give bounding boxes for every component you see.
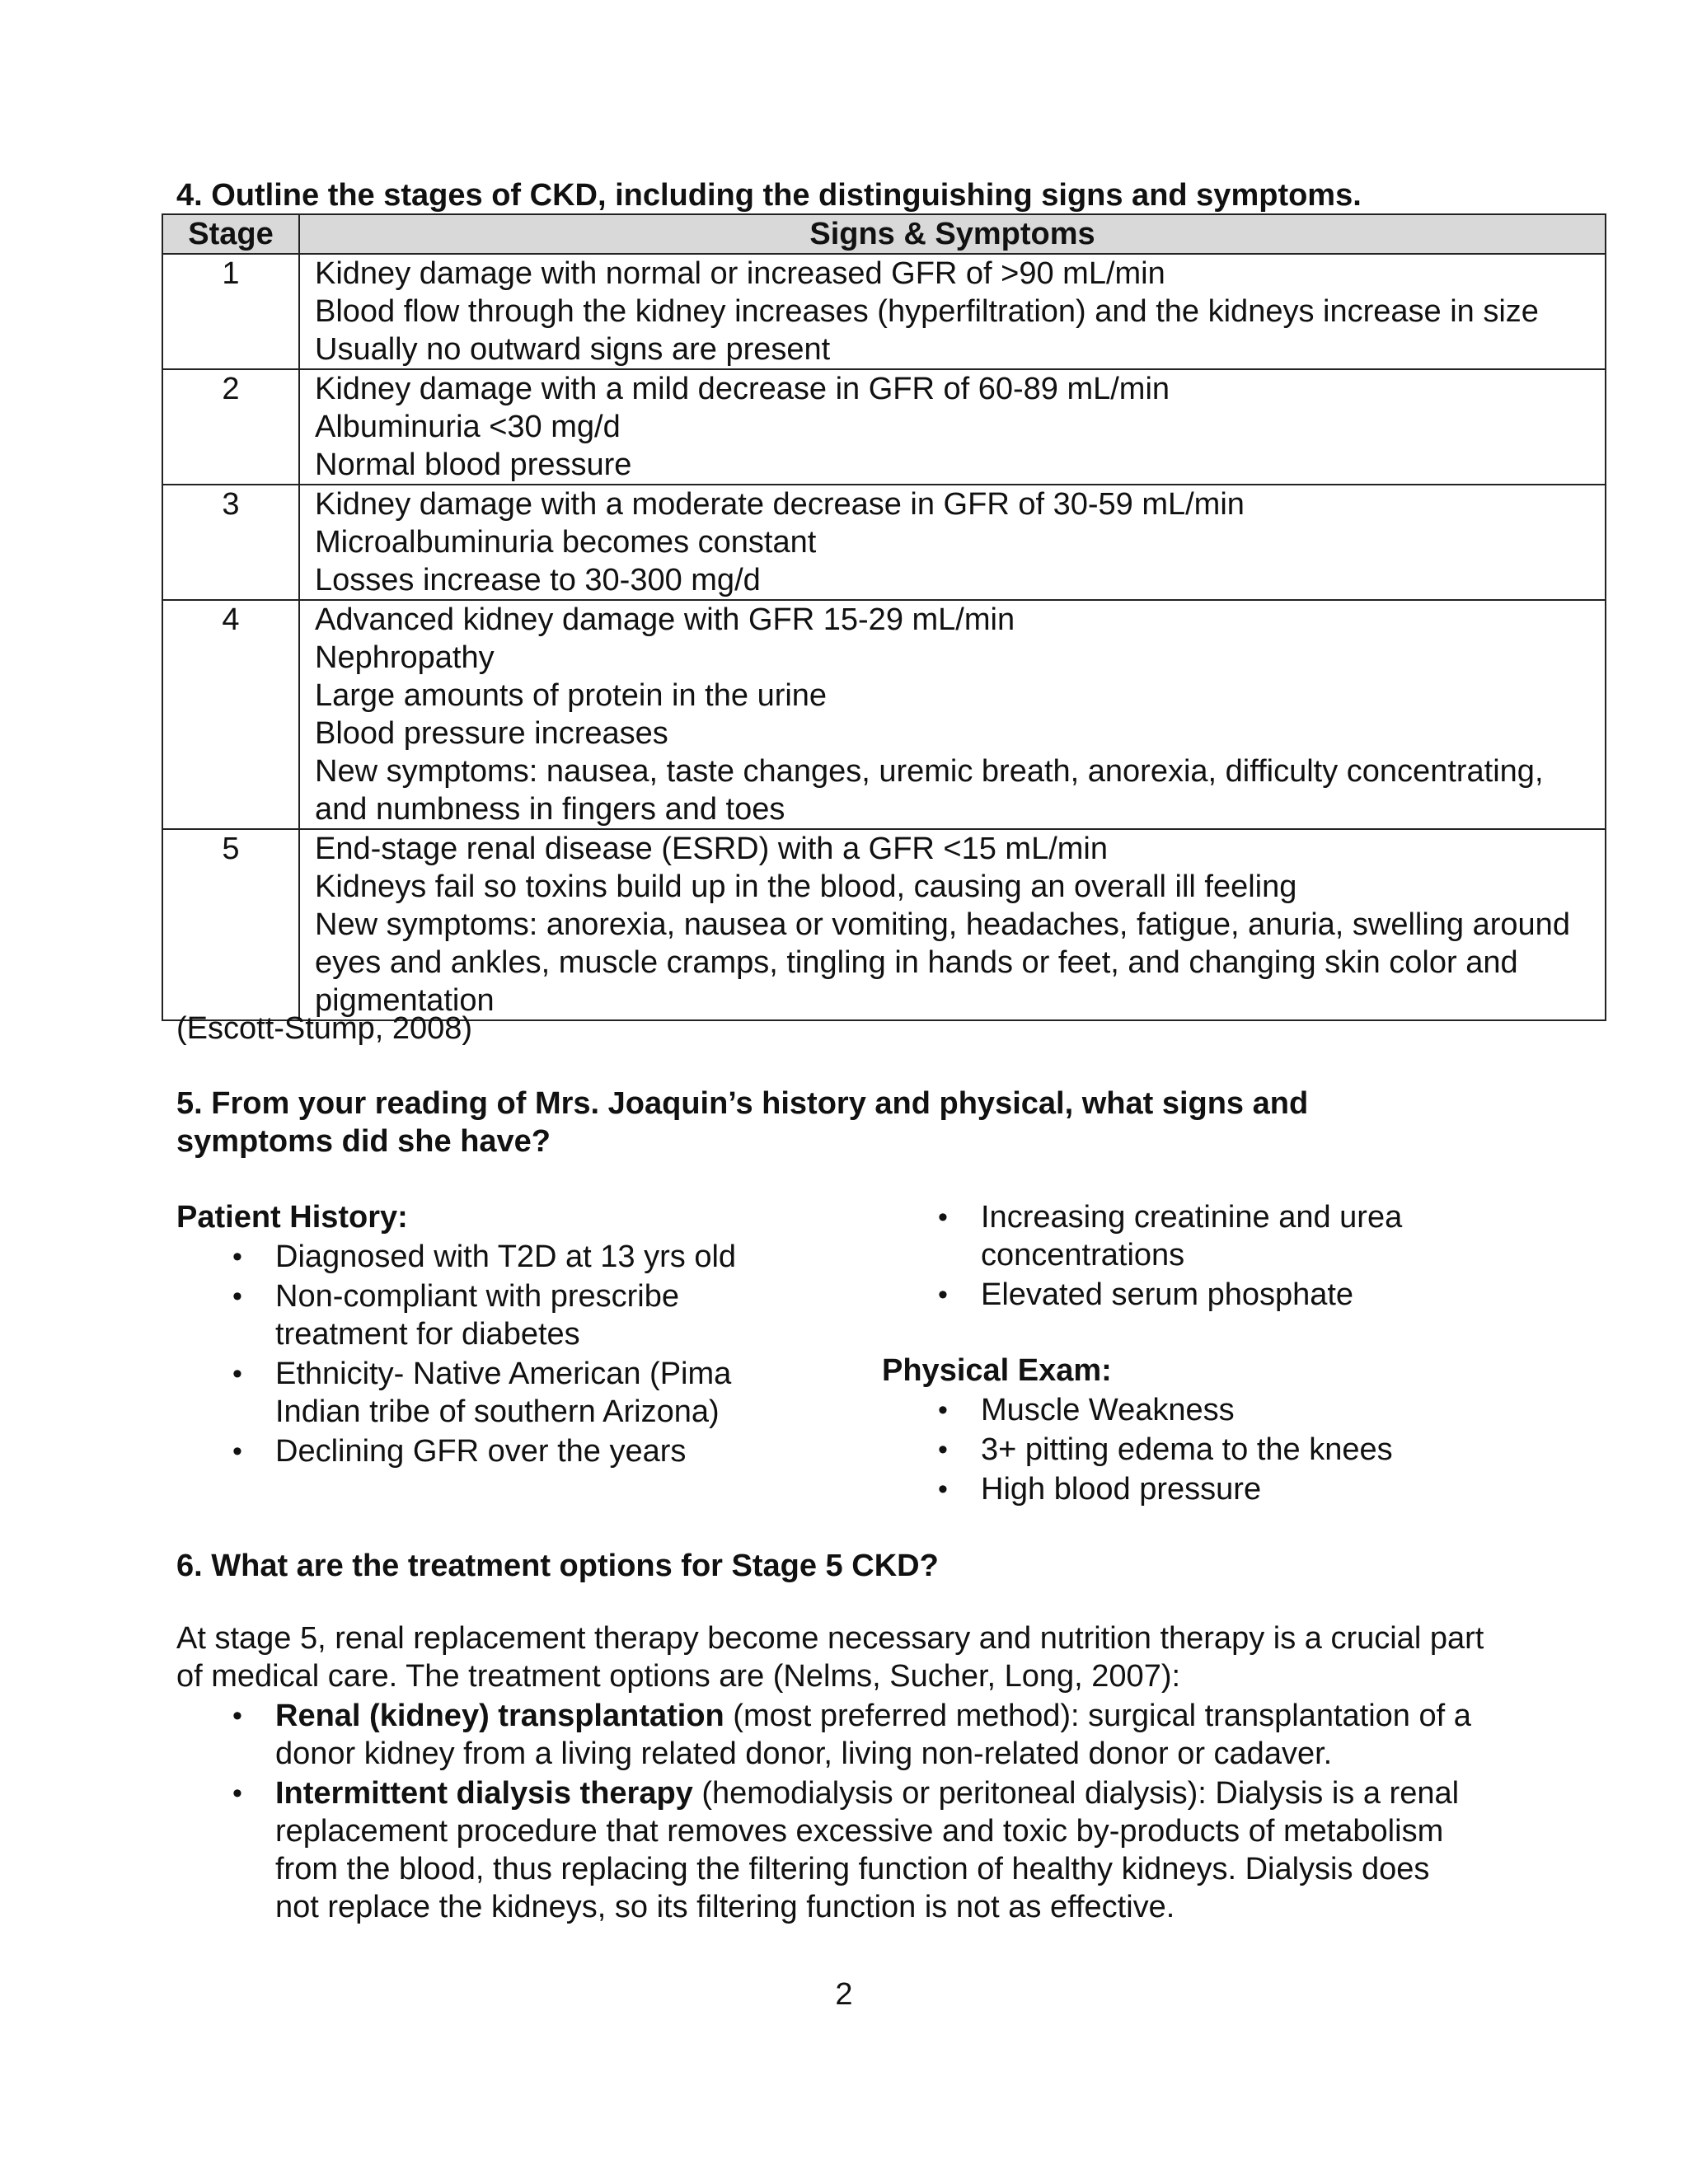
bullet-icon: • xyxy=(938,1279,948,1310)
bullet-icon: • xyxy=(232,1241,242,1272)
bullet-icon: • xyxy=(232,1778,242,1809)
patient-history-list xyxy=(232,1238,803,1472)
table-row xyxy=(162,485,1606,600)
stage-cell: 3 xyxy=(162,485,299,600)
physical-exam-list xyxy=(938,1391,1508,1510)
symptom-line: Blood pressure increases xyxy=(315,716,668,751)
list-item: • Muscle Weakness xyxy=(981,1391,1508,1429)
patient-history-list-continued xyxy=(938,1198,1442,1315)
list-item: • High blood pressure xyxy=(981,1470,1508,1508)
symptom-line: Blood flow through the kidney increases (hyperfiltration) and the kidneys increase in size xyxy=(315,294,1539,329)
symptoms-cell xyxy=(299,485,1606,600)
list-item xyxy=(232,1697,1479,1773)
stage-cell: 4 xyxy=(162,600,299,829)
table-header-row xyxy=(162,214,1606,254)
bullet-icon: • xyxy=(232,1358,242,1390)
q6-heading: 6. What are the treatment options for Stage 5 CKD? xyxy=(176,1549,939,1583)
list-item: • Declining GFR over the years xyxy=(275,1432,803,1470)
option-text: (most preferred method): surgical transplantation of a donor kidney from a living related donor, living non-related donor or cadaver. xyxy=(275,1699,1471,1771)
bullet-icon: • xyxy=(938,1474,948,1505)
q5-heading-line1: 5. From your reading of Mrs. Joaquin’s history and physical, what signs and xyxy=(176,1086,1309,1121)
stage-cell: 2 xyxy=(162,369,299,485)
list-item: • Non-compliant with prescribe treatment for diabetes xyxy=(275,1277,803,1353)
symptom-line: New symptoms: nausea, taste changes, uremic breath, anorexia, difficulty concentrating, and numbness in fingers and toes xyxy=(315,754,1544,827)
physical-exam-title: Physical Exam: xyxy=(882,1353,1112,1388)
bullet-icon: • xyxy=(938,1202,948,1233)
symptoms-cell xyxy=(299,600,1606,829)
table-row xyxy=(162,254,1606,369)
list-item: • Increasing creatinine and urea concentrations xyxy=(981,1198,1442,1274)
symptom-line: Advanced kidney damage with GFR 15-29 mL/min xyxy=(315,602,1015,637)
stage-cell: 1 xyxy=(162,254,299,369)
q5-heading-line2: symptoms did she have? xyxy=(176,1124,551,1159)
symptom-line: Large amounts of protein in the urine xyxy=(315,678,828,713)
symptom-line: Normal blood pressure xyxy=(315,448,632,482)
treatment-options-list xyxy=(232,1697,1479,1928)
symptom-line: Microalbuminuria becomes constant xyxy=(315,525,817,560)
bullet-icon: • xyxy=(938,1434,948,1465)
header-signs-symptoms: Signs & Symptoms xyxy=(299,214,1606,254)
ckd-stages-table xyxy=(162,213,1606,1021)
stage-cell: 5 xyxy=(162,829,299,1020)
citation: (Escott-Stump, 2008) xyxy=(176,1011,473,1046)
bullet-icon: • xyxy=(232,1436,242,1467)
symptom-line: Nephropathy xyxy=(315,640,495,675)
patient-history-title: Patient History: xyxy=(176,1200,408,1235)
table-row xyxy=(162,600,1606,829)
header-stage: Stage xyxy=(162,214,299,254)
bullet-icon: • xyxy=(938,1394,948,1426)
symptom-line: New symptoms: anorexia, nausea or vomiting, headaches, fatigue, anuria, swelling around eyes and ankles, muscle cramps, tingling in hands or feet, and changing skin color and pigmentation xyxy=(315,907,1570,1018)
list-item xyxy=(232,1774,1479,1926)
symptom-line: End-stage renal disease (ESRD) with a GFR <15 mL/min xyxy=(315,832,1109,866)
symptom-line: Kidney damage with a mild decrease in GFR of 60-89 mL/min xyxy=(315,372,1170,406)
symptom-line: Losses increase to 30-300 mg/d xyxy=(315,563,761,598)
list-item: • Elevated serum phosphate xyxy=(981,1276,1442,1314)
symptom-line: Kidney damage with normal or increased GFR of >90 mL/min xyxy=(315,256,1165,291)
q6-intro: At stage 5, renal replacement therapy become necessary and nutrition therapy is a crucial part of medical care. The treatment options are (Nelms, Sucher, Long, 2007): xyxy=(176,1621,1484,1694)
symptom-line: Kidney damage with a moderate decrease in GFR of 30-59 mL/min xyxy=(315,487,1245,522)
list-item: • Diagnosed with T2D at 13 yrs old xyxy=(275,1238,803,1276)
list-item: • Ethnicity- Native American (Pima Indian tribe of southern Arizona) xyxy=(275,1355,803,1431)
bullet-icon: • xyxy=(232,1700,242,1732)
symptoms-cell xyxy=(299,829,1606,1020)
symptom-line: Usually no outward signs are present xyxy=(315,332,831,367)
list-item: • 3+ pitting edema to the knees xyxy=(981,1431,1508,1469)
table-row xyxy=(162,369,1606,485)
q4-heading: 4. Outline the stages of CKD, including the distinguishing signs and symptoms. xyxy=(176,178,1362,213)
symptom-line: Albuminuria <30 mg/d xyxy=(315,410,621,444)
symptom-line: Kidneys fail so toxins build up in the blood, causing an overall ill feeling xyxy=(315,869,1297,904)
bullet-icon: • xyxy=(232,1281,242,1312)
symptoms-cell xyxy=(299,369,1606,485)
symptoms-cell xyxy=(299,254,1606,369)
page-number: 2 xyxy=(835,1977,853,2012)
option-title: Renal (kidney) transplantation xyxy=(275,1699,724,1733)
option-text: (hemodialysis or peritoneal dialysis): Dialysis is a renal replacement procedure that removes excessive and toxic by-products of metabolism from the blood, thus replacing the filtering function of healthy kidneys. Dialysis does not replace the kidneys, so its filtering function is not as effective. xyxy=(275,1776,1460,1924)
table-row xyxy=(162,829,1606,1020)
option-title: Intermittent dialysis therapy xyxy=(275,1776,693,1811)
